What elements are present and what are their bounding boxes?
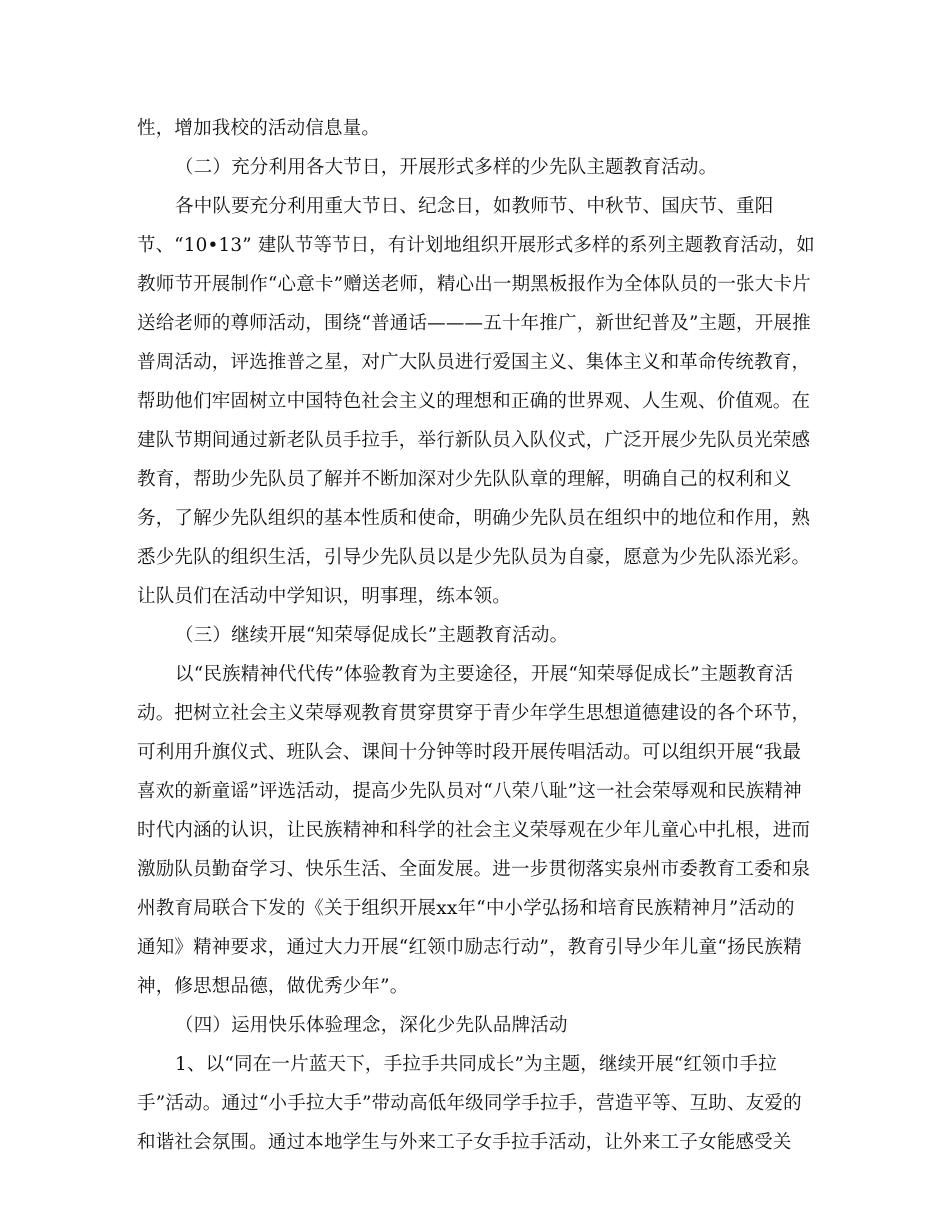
section-heading: （三）继续开展“知荣辱促成长”主题教育活动。 (175, 625, 569, 646)
text-line: 教育，帮助少先队员了解并不断加深对少先队队章的理解，明确自己的权利和义 (137, 469, 792, 490)
text-line: 务，了解少先队组织的基本性质和使命，明确少先队员在组织中的地位和作用，熟 (137, 508, 811, 529)
text-line: 手”活动。通过“小手拉大手”带动高低年级同学手拉手，营造平等、互助、友爱的 (137, 1093, 802, 1114)
text-line: 州教育局联合下发的《关于组织开展xx年“中小学弘扬和培育民族精神月”活动的 (137, 898, 795, 919)
text-line: 时代内涵的认识，让民族精神和科学的社会主义荣辱观在少年儿童心中扎根，进而 (137, 820, 811, 841)
text-line: 通知》精神要求，通过大力开展“红领巾励志行动”，教育引导少年儿童“扬民族精 (137, 937, 802, 958)
text-line: 节、“10•13” 建队节等节日，有计划地组织开展形式多样的系列主题教育活动，如 (137, 235, 815, 256)
text-line: 普周活动，评选推普之星，对广大队员进行爱国主义、集体主义和革命传统教育， (137, 352, 811, 373)
text-line: 和谐社会氛围。通过本地学生与外来工子女手拉手活动，让外来工子女能感受关 (137, 1132, 792, 1153)
text-line: 让队员们在活动中学知识，明事理，练本领。 (137, 586, 512, 607)
section-heading: （二）充分利用各大节日，开展形式多样的少先队主题教育活动。 (175, 157, 718, 178)
text-line: 激励队员勤奋学习、快乐生活、全面发展。进一步贯彻落实泉州市委教育工委和泉 (137, 859, 811, 880)
text-line: 各中队要充分利用重大节日、纪念日，如教师节、中秋节、国庆节、重阳 (175, 196, 774, 217)
text-line: 送给老师的尊师活动，围绕“普通话———五十年推广，新世纪普及”主题，开展推 (137, 313, 811, 334)
text-line: 以“民族精神代代传”体验教育为主要途径，开展“知荣辱促成长”主题教育活 (175, 664, 794, 685)
text-line: 喜欢的新童谣”评选活动，提高少先队员对“八荣八耻”这一社会荣辱观和民族精神 (137, 781, 802, 802)
text-line: 可利用升旗仪式、班队会、课间十分钟等时段开展传唱活动。可以组织开展“我最 (137, 742, 802, 763)
section-heading: （四）运用快乐体验理念，深化少先队品牌活动 (175, 1015, 568, 1036)
text-line: 帮助他们牢固树立中国特色社会主义的理想和正确的世界观、人生观、价值观。在 (137, 391, 811, 412)
text-line: 教师节开展制作“心意卡”赠送老师，精心出一期黑板报作为全体队员的一张大卡片 (137, 274, 811, 295)
text-line: 建队节期间通过新老队员手拉手，举行新队员入队仪式，广泛开展少先队员光荣感 (137, 430, 811, 451)
text-line: 动。把树立社会主义荣辱观教育贯穿贯穿于青少年学生思想道德建设的各个环节， (137, 703, 811, 724)
text-line: 神，修思想品德，做优秀少年”。 (137, 976, 409, 997)
text-line: 1、以“同在一片蓝天下，手拉手共同成长”为主题，继续开展“红领巾手拉 (175, 1054, 777, 1075)
text-line: 性，增加我校的活动信息量。 (137, 118, 381, 139)
text-line: 悉少先队的组织生活，引导少先队员以是少先队员为自豪，愿意为少先队添光彩。 (137, 547, 811, 568)
